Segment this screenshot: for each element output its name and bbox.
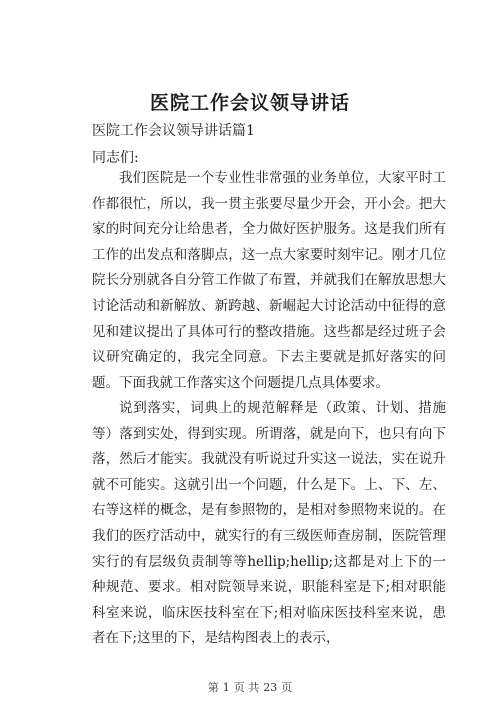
salutation: 同志们: [92, 150, 139, 166]
footer-page-mid: 页 共 [233, 681, 260, 694]
footer-page-prefix: 第 [207, 681, 219, 694]
footer-page-current: 1 [222, 681, 230, 694]
document-subtitle: 医院工作会议领导讲话篇1 [92, 123, 255, 139]
footer-page-total: 23 [263, 681, 278, 694]
document-title: 医院工作会议领导讲话 [149, 92, 350, 114]
body-paragraph-1: 我们医院是一个专业性非常强的业务单位，大家平时工作都很忙，所以，我一贯主张要尽量少开会，开小会。把大家的时间充分让给患者，全力做好医护服务。这是我们所有工作的出发点和落脚点，这一点大家要时刻牢记。刚才几位院长分别就各自分管工作做了布置，并就我们在解放思想大讨论活动和新解放、新跨越、新崛起大讨论活动中征得的意见和建议提出了具体可行的整改措施。这些都是经过班子会议研究确定的，我完全同意。下去主要就是抓好落实的问题。下面我就工作落实这个问题提几点具体要求。 [92, 170, 446, 391]
footer-page-suffix: 页 [281, 681, 293, 694]
body-paragraph-2: 说到落实，词典上的规范解释是（政策、计划、措施等）落到实处，得到实现。所谓落，就是向下，也只有向下落，然后才能实。我就没有听说过升实这一说法，实在说升就不可能实。这就引出一个问题，什么是下。上、下、左、右等这样的概念，是有参照物的，是相对参照物来说的。在我们的医疗活动中，就实行的有三级医师查房制，医院管理实行的有层级负责制等等hellip;hellip;这都是对上下的一种规范、要求。相对院领导来说，职能科室是下;相对职能科室来说，临床医技科室在下;相对临床医技科室来说，患者在下;这里的下，是结构图表上的表示， [92, 400, 446, 647]
page-footer [0, 679, 500, 695]
